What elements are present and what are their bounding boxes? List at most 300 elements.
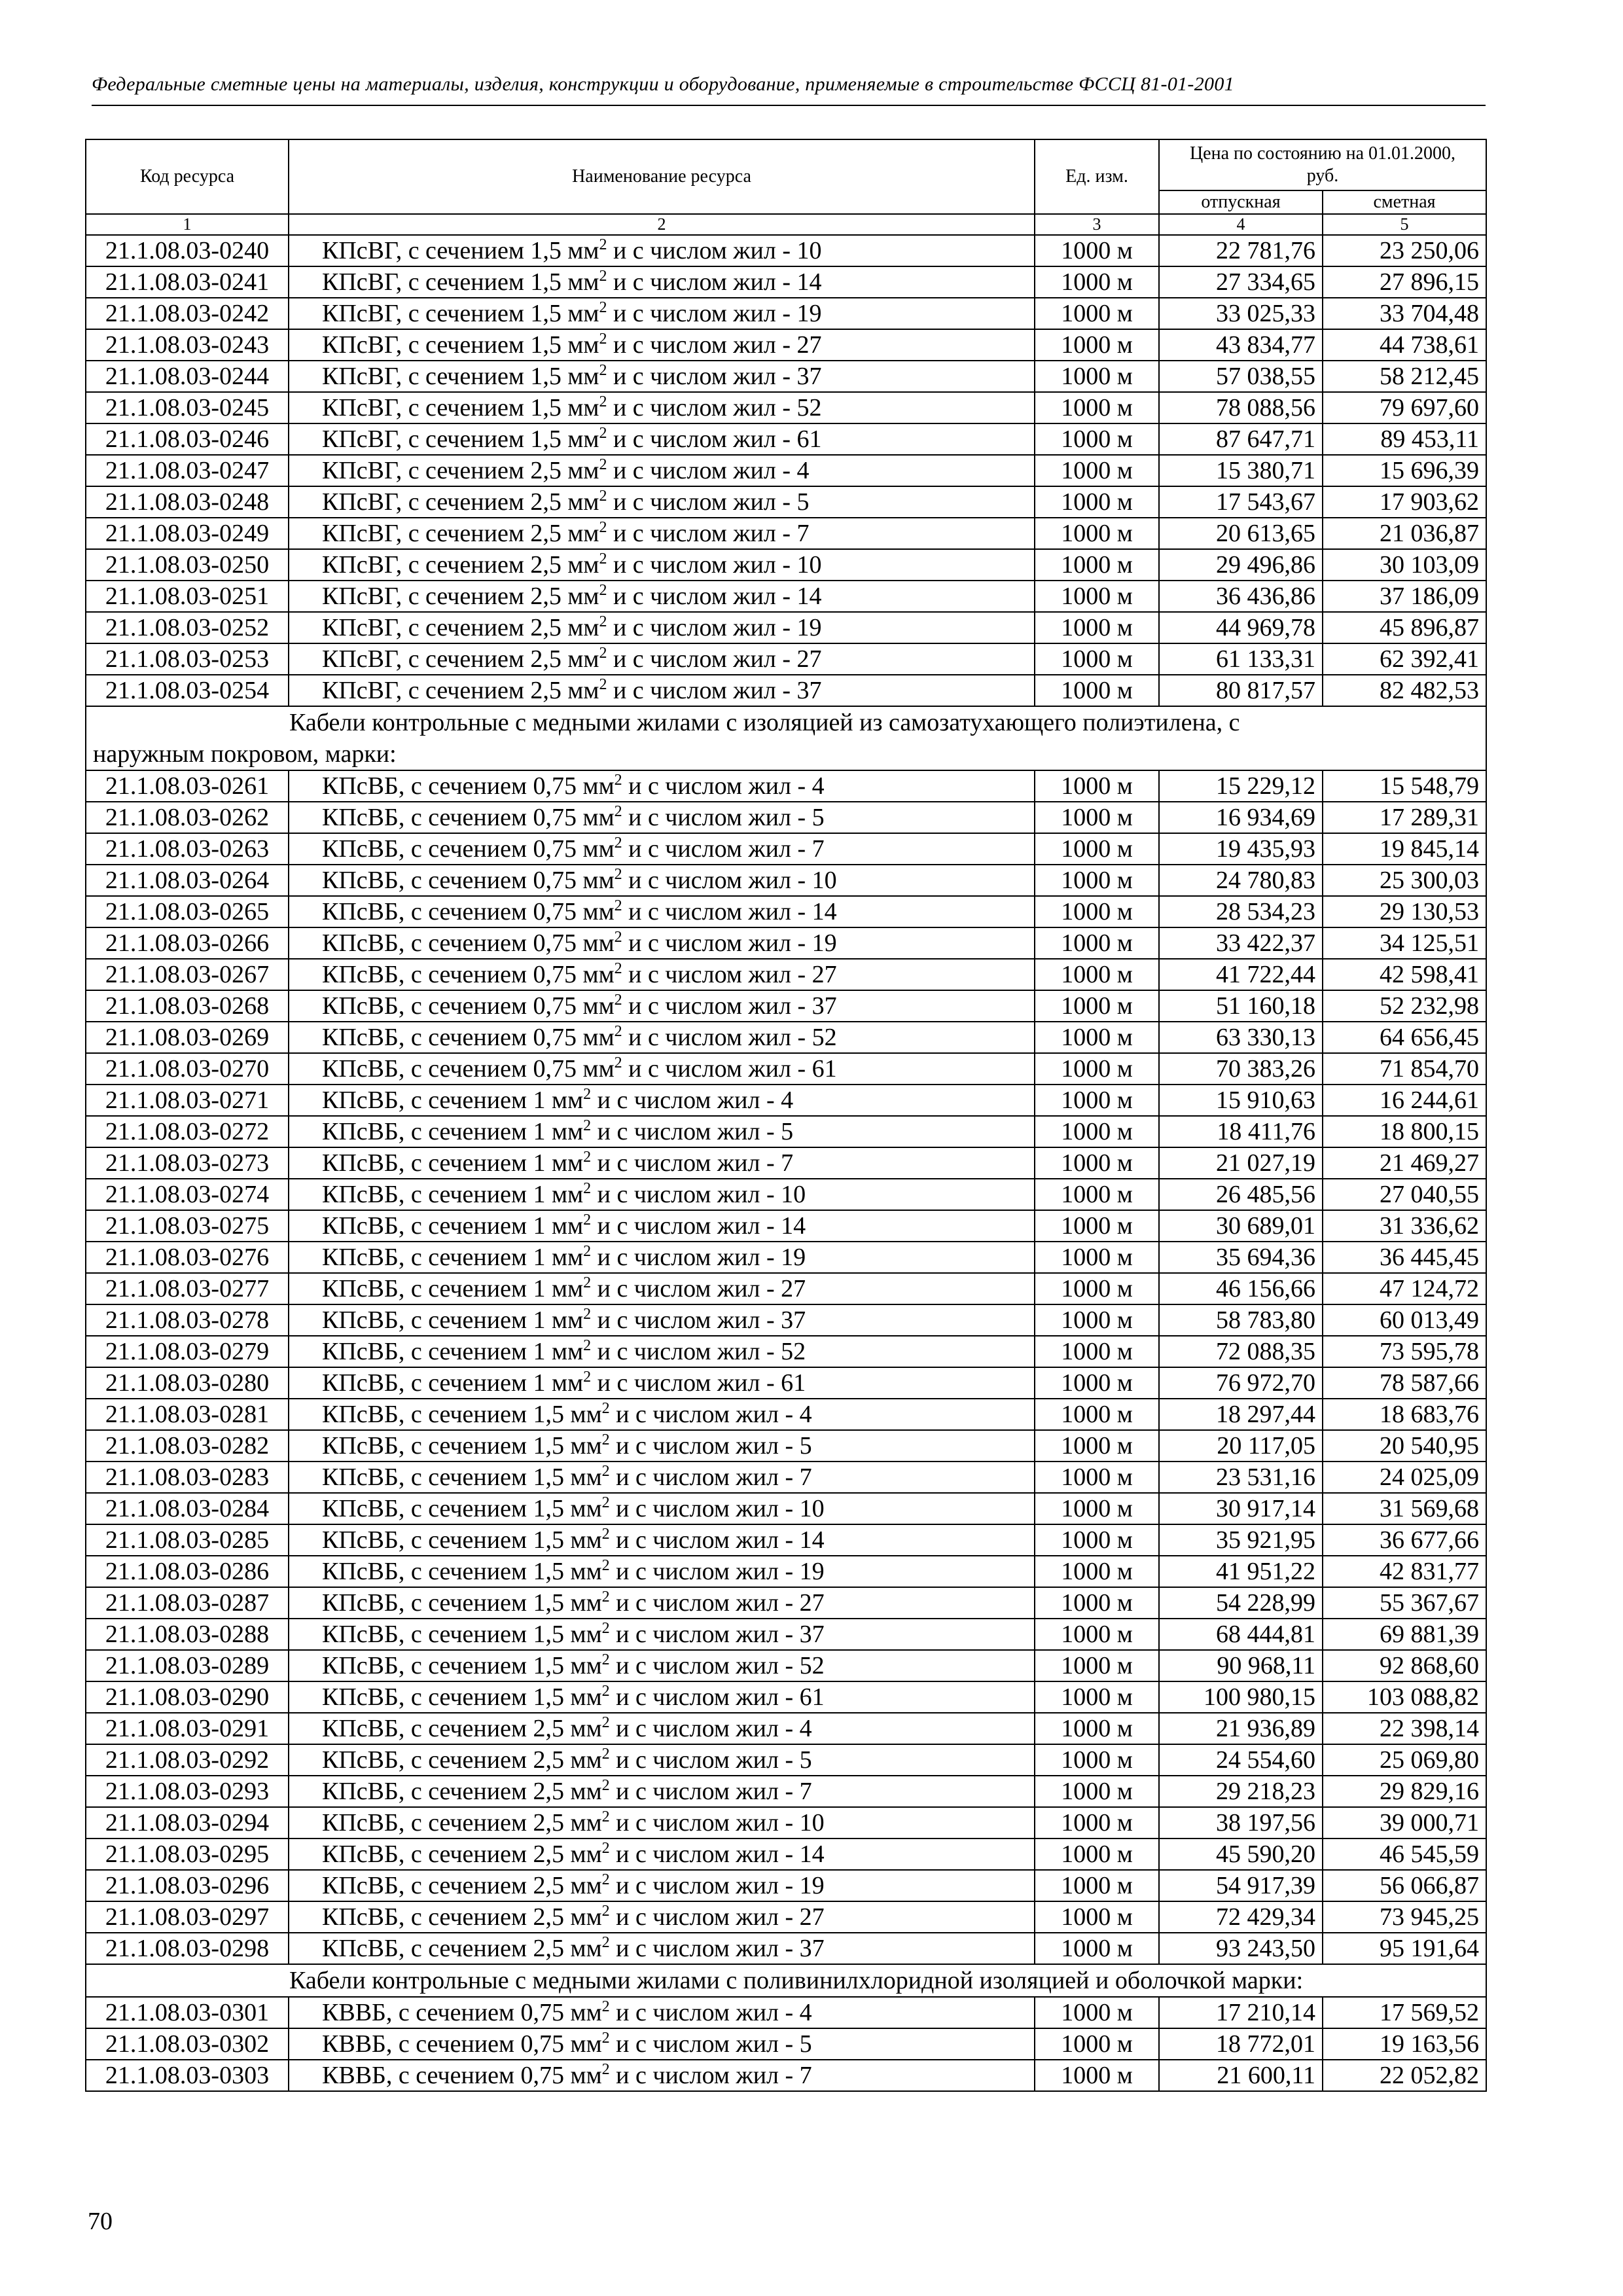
table-head — [86, 139, 1486, 235]
resource-code: 21.1.08.03-0292 — [86, 1744, 289, 1776]
cable-brand: КВВБ — [322, 1999, 386, 2026]
table-row — [86, 423, 1486, 455]
unit: 1000 м — [1035, 1807, 1159, 1839]
resource-name — [289, 486, 1035, 518]
resource-code: 21.1.08.03-0241 — [86, 266, 289, 298]
price-release: 22 781,76 — [1159, 235, 1323, 266]
name-text: , с сечением — [385, 2030, 521, 2058]
price-estimate: 27 040,55 — [1323, 1179, 1486, 1210]
table-row — [86, 896, 1486, 927]
name-text: и с числом жил - — [591, 1244, 781, 1271]
unit-superscript: 2 — [601, 1777, 610, 1794]
resource-name — [289, 549, 1035, 581]
cross-section: 0,75 — [533, 1024, 577, 1051]
price-estimate: 64 656,45 — [1323, 1022, 1486, 1053]
price-estimate: 71 854,70 — [1323, 1053, 1486, 1085]
price-estimate: 29 130,53 — [1323, 896, 1486, 927]
core-count: 10 — [799, 1495, 825, 1522]
name-text: и с числом жил - — [591, 1086, 781, 1114]
cable-brand: КПсВБ — [322, 1746, 399, 1774]
col-number-row — [86, 214, 1486, 235]
resource-code: 21.1.08.03-0252 — [86, 612, 289, 643]
unit: 1000 м — [1035, 770, 1159, 802]
table-row — [86, 1336, 1486, 1367]
name-text: мм — [564, 1558, 602, 1585]
name-text: и с числом жил - — [609, 1589, 800, 1617]
name-text: , с сечением — [398, 1055, 533, 1083]
name-text: мм — [545, 1118, 584, 1145]
cross-section: 0,75 — [520, 2030, 565, 2058]
cable-brand: КПсВБ — [322, 1935, 399, 1962]
unit-superscript: 2 — [583, 1180, 592, 1197]
name-text: , с сечением — [398, 1715, 533, 1742]
unit-superscript: 2 — [599, 488, 607, 505]
price-release: 44 969,78 — [1159, 612, 1323, 643]
price-estimate: 18 683,76 — [1323, 1399, 1486, 1430]
cross-section: 1 — [533, 1149, 546, 1177]
unit: 1000 м — [1035, 896, 1159, 927]
cable-brand: КПсВБ — [322, 929, 399, 957]
table-row — [86, 770, 1486, 802]
price-estimate: 62 392,41 — [1323, 643, 1486, 675]
cable-brand: КПсВБ — [322, 1055, 399, 1083]
resource-code: 21.1.08.03-0282 — [86, 1430, 289, 1462]
table-row — [86, 1085, 1486, 1116]
name-text: мм — [564, 1495, 602, 1522]
cross-section: 2,5 — [533, 1778, 565, 1805]
price-estimate: 31 336,62 — [1323, 1210, 1486, 1242]
core-count: 61 — [796, 425, 822, 453]
unit-superscript: 2 — [601, 2030, 610, 2047]
cross-section: 0,75 — [520, 2062, 565, 2089]
table-row — [86, 1179, 1486, 1210]
name-text: мм — [545, 1212, 584, 1240]
name-text: , с сечением — [395, 363, 531, 390]
unit: 1000 м — [1035, 581, 1159, 612]
name-text: , с сечением — [395, 394, 531, 422]
cross-section: 0,75 — [533, 772, 577, 800]
resource-code: 21.1.08.03-0250 — [86, 549, 289, 581]
name-text: и с числом жил - — [607, 551, 797, 579]
resource-name — [289, 1681, 1035, 1713]
cable-brand: КПсВГ — [322, 425, 396, 453]
cross-section: 2,5 — [533, 1715, 565, 1742]
table-row — [86, 1839, 1486, 1870]
unit-superscript: 2 — [599, 550, 607, 567]
resource-code: 21.1.08.03-0283 — [86, 1462, 289, 1493]
resource-name — [289, 392, 1035, 423]
unit: 1000 м — [1035, 1524, 1159, 1556]
resource-name — [289, 423, 1035, 455]
price-release: 29 496,86 — [1159, 549, 1323, 581]
core-count: 7 — [796, 520, 810, 547]
cross-section: 1,5 — [533, 1401, 565, 1428]
table-row — [86, 2028, 1486, 2060]
table-row — [86, 1524, 1486, 1556]
name-text: мм — [564, 1589, 602, 1617]
unit: 1000 м — [1035, 1462, 1159, 1493]
cross-section: 1,5 — [533, 1683, 565, 1711]
cable-brand: КПсВБ — [322, 1652, 399, 1679]
name-text: мм — [561, 425, 599, 453]
unit-superscript: 2 — [583, 1117, 592, 1134]
resource-name — [289, 1807, 1035, 1839]
core-count: 4 — [799, 1715, 812, 1742]
table-row — [86, 802, 1486, 833]
price-release: 35 694,36 — [1159, 1242, 1323, 1273]
price-release: 54 228,99 — [1159, 1587, 1323, 1619]
resource-code: 21.1.08.03-0268 — [86, 990, 289, 1022]
table-row — [86, 1870, 1486, 1901]
price-estimate: 25 300,03 — [1323, 865, 1486, 896]
cross-section: 0,75 — [533, 804, 577, 831]
name-text: и с числом жил - — [609, 1463, 800, 1491]
resource-name — [289, 1744, 1035, 1776]
cable-brand: КПсВГ — [322, 520, 396, 547]
unit-superscript: 2 — [599, 393, 607, 410]
core-count: 14 — [781, 1212, 806, 1240]
price-estimate: 15 696,39 — [1323, 455, 1486, 486]
resource-name — [289, 959, 1035, 990]
unit: 1000 м — [1035, 833, 1159, 865]
unit-superscript: 2 — [583, 1149, 592, 1166]
cable-brand: КПсВГ — [322, 300, 396, 327]
name-text: и с числом жил - — [607, 268, 797, 296]
cable-brand: КПсВБ — [322, 1872, 399, 1899]
table-row — [86, 1430, 1486, 1462]
resource-code: 21.1.08.03-0245 — [86, 392, 289, 423]
name-text: , с сечением — [398, 1558, 533, 1585]
unit: 1000 м — [1035, 1147, 1159, 1179]
name-text: , с сечением — [395, 645, 531, 673]
price-release: 28 534,23 — [1159, 896, 1323, 927]
price-estimate: 30 103,09 — [1323, 549, 1486, 581]
name-text: мм — [545, 1338, 584, 1365]
unit: 1000 м — [1035, 927, 1159, 959]
resource-code: 21.1.08.03-0265 — [86, 896, 289, 927]
resource-code: 21.1.08.03-0275 — [86, 1210, 289, 1242]
resource-code: 21.1.08.03-0251 — [86, 581, 289, 612]
unit-superscript: 2 — [614, 803, 622, 820]
name-text: мм — [561, 520, 599, 547]
section-title-line: Кабели контрольные с медными жилами с изоляцией из самозатухающего полиэтилена, с — [289, 709, 1240, 736]
price-estimate: 103 088,82 — [1323, 1681, 1486, 1713]
price-release: 41 722,44 — [1159, 959, 1323, 990]
cross-section: 1 — [533, 1212, 546, 1240]
cable-brand: КПсВГ — [322, 551, 396, 579]
unit-superscript: 2 — [583, 1086, 592, 1103]
resource-code: 21.1.08.03-0297 — [86, 1901, 289, 1933]
resource-name — [289, 1336, 1035, 1367]
cross-section: 2,5 — [530, 677, 562, 704]
cable-brand: КПсВБ — [322, 1275, 399, 1302]
unit-superscript: 2 — [614, 772, 622, 789]
price-release: 78 088,56 — [1159, 392, 1323, 423]
cable-brand: КПсВБ — [322, 1526, 399, 1554]
unit-superscript: 2 — [601, 1903, 610, 1920]
core-count: 27 — [812, 961, 837, 988]
cross-section: 1,5 — [530, 300, 562, 327]
resource-name — [289, 1556, 1035, 1587]
unit-superscript: 2 — [583, 1369, 592, 1386]
price-estimate: 29 829,16 — [1323, 1776, 1486, 1807]
price-estimate: 27 896,15 — [1323, 266, 1486, 298]
name-text: и с числом жил - — [622, 992, 812, 1020]
unit-superscript: 2 — [601, 1588, 610, 1605]
unit-superscript: 2 — [614, 834, 622, 852]
resource-name — [289, 1430, 1035, 1462]
name-text: и с числом жил - — [607, 394, 797, 422]
name-text: , с сечением — [398, 1621, 533, 1648]
name-text: и с числом жил - — [607, 520, 797, 547]
resource-name — [289, 1147, 1035, 1179]
name-text: мм — [545, 1306, 584, 1334]
cable-brand: КПсВГ — [322, 488, 396, 516]
unit: 1000 м — [1035, 361, 1159, 392]
name-text: , с сечением — [398, 772, 533, 800]
price-release: 18 297,44 — [1159, 1399, 1323, 1430]
table-row — [86, 1022, 1486, 1053]
table-row — [86, 959, 1486, 990]
cross-section: 0,75 — [520, 1999, 565, 2026]
unit: 1000 м — [1035, 1776, 1159, 1807]
resource-name — [289, 1997, 1035, 2028]
name-text: мм — [564, 1778, 602, 1805]
price-release: 36 436,86 — [1159, 581, 1323, 612]
price-release: 63 330,13 — [1159, 1022, 1323, 1053]
unit: 1000 м — [1035, 1022, 1159, 1053]
table-row — [86, 1650, 1486, 1681]
cross-section: 0,75 — [533, 898, 577, 925]
unit: 1000 м — [1035, 1053, 1159, 1085]
core-count: 37 — [796, 677, 822, 704]
unit: 1000 м — [1035, 1210, 1159, 1242]
resource-code: 21.1.08.03-0269 — [86, 1022, 289, 1053]
name-text: и с числом жил - — [609, 1621, 800, 1648]
core-count: 52 — [796, 394, 822, 422]
table-row — [86, 1619, 1486, 1650]
core-count: 61 — [812, 1055, 837, 1083]
cross-section: 1,5 — [530, 425, 562, 453]
name-text: и с числом жил - — [591, 1306, 781, 1334]
name-text: мм — [561, 488, 599, 516]
resource-code: 21.1.08.03-0266 — [86, 927, 289, 959]
price-release: 93 243,50 — [1159, 1933, 1323, 1964]
core-count: 14 — [796, 583, 822, 610]
section-row — [86, 1964, 1486, 1997]
name-text: мм — [545, 1086, 584, 1114]
resource-name — [289, 1210, 1035, 1242]
unit-superscript: 2 — [599, 362, 607, 379]
cable-brand: КПсВГ — [322, 677, 396, 704]
resource-code: 21.1.08.03-0247 — [86, 455, 289, 486]
cable-brand: КПсВБ — [322, 961, 399, 988]
name-text: мм — [545, 1275, 584, 1302]
resource-name — [289, 2028, 1035, 2060]
core-count: 27 — [781, 1275, 806, 1302]
page-number: 70 — [88, 2208, 113, 2235]
name-text: , с сечением — [398, 1401, 533, 1428]
core-count: 52 — [781, 1338, 806, 1365]
price-release: 100 980,15 — [1159, 1681, 1323, 1713]
price-estimate: 39 000,71 — [1323, 1807, 1486, 1839]
name-text: , с сечением — [398, 1181, 533, 1208]
unit: 1000 м — [1035, 2028, 1159, 2060]
unit: 1000 м — [1035, 1901, 1159, 1933]
unit: 1000 м — [1035, 1336, 1159, 1367]
price-release: 43 834,77 — [1159, 329, 1323, 361]
col-header-estimate: сметная — [1323, 190, 1486, 214]
price-estimate: 42 598,41 — [1323, 959, 1486, 990]
cable-brand: КПсВГ — [322, 363, 396, 390]
resource-code: 21.1.08.03-0273 — [86, 1147, 289, 1179]
unit-superscript: 2 — [601, 1463, 610, 1480]
cross-section: 2,5 — [530, 583, 562, 610]
name-text: мм — [564, 1683, 602, 1711]
name-text: и с числом жил - — [609, 1809, 800, 1837]
table-row — [86, 518, 1486, 549]
unit: 1000 м — [1035, 1556, 1159, 1587]
resource-code: 21.1.08.03-0243 — [86, 329, 289, 361]
cross-section: 1,5 — [530, 394, 562, 422]
table-row — [86, 1053, 1486, 1085]
core-count: 7 — [799, 2062, 812, 2089]
name-text: и с числом жил - — [622, 772, 812, 800]
name-text: мм — [577, 898, 615, 925]
name-text: мм — [561, 583, 599, 610]
running-header: Федеральные сметные цены на материалы, изделия, конструкции и оборудование, применяемые в строительстве ФССЦ 81-01-2001 — [92, 73, 1234, 95]
cross-section: 0,75 — [533, 929, 577, 957]
core-count: 14 — [796, 268, 822, 296]
cross-section: 1 — [533, 1118, 546, 1145]
name-text: мм — [564, 1840, 602, 1868]
name-text: мм — [577, 804, 615, 831]
price-release: 61 133,31 — [1159, 643, 1323, 675]
name-text: и с числом жил - — [607, 425, 797, 453]
unit: 1000 м — [1035, 802, 1159, 833]
name-text: и с числом жил - — [622, 804, 812, 831]
cross-section: 2,5 — [530, 520, 562, 547]
name-text: и с числом жил - — [607, 677, 797, 704]
resource-code: 21.1.08.03-0248 — [86, 486, 289, 518]
resource-code: 21.1.08.03-0302 — [86, 2028, 289, 2060]
name-text: и с числом жил - — [609, 1935, 800, 1962]
unit-superscript: 2 — [599, 268, 607, 285]
cable-brand: КПсВБ — [322, 1118, 399, 1145]
price-estimate: 36 677,66 — [1323, 1524, 1486, 1556]
cross-section: 1,5 — [533, 1589, 565, 1617]
name-text: , с сечением — [398, 1118, 533, 1145]
resource-code: 21.1.08.03-0290 — [86, 1681, 289, 1713]
price-estimate: 58 212,45 — [1323, 361, 1486, 392]
price-release: 16 934,69 — [1159, 802, 1323, 833]
resource-code: 21.1.08.03-0240 — [86, 235, 289, 266]
cross-section: 2,5 — [533, 1935, 565, 1962]
unit-superscript: 2 — [601, 2061, 610, 2078]
name-text: мм — [561, 551, 599, 579]
cable-brand: КПсВГ — [322, 583, 396, 610]
core-count: 5 — [781, 1118, 794, 1145]
price-release: 72 088,35 — [1159, 1336, 1323, 1367]
name-text: мм — [564, 1463, 602, 1491]
name-text: и с числом жил - — [609, 1872, 800, 1899]
resource-name — [289, 1273, 1035, 1304]
name-text: , с сечением — [398, 867, 533, 894]
core-count: 7 — [812, 835, 825, 863]
table-row — [86, 1587, 1486, 1619]
unit-superscript: 2 — [614, 929, 622, 946]
cable-brand: КПсВГ — [322, 394, 396, 422]
price-release: 41 951,22 — [1159, 1556, 1323, 1587]
resource-name — [289, 1776, 1035, 1807]
name-text: , с сечением — [398, 1463, 533, 1491]
name-text: , с сечением — [398, 961, 533, 988]
price-release: 38 197,56 — [1159, 1807, 1323, 1839]
name-text: , с сечением — [395, 677, 531, 704]
name-text: , с сечением — [398, 1778, 533, 1805]
table-row — [86, 643, 1486, 675]
core-count: 52 — [799, 1652, 825, 1679]
price-estimate: 92 868,60 — [1323, 1650, 1486, 1681]
price-estimate: 19 845,14 — [1323, 833, 1486, 865]
price-estimate: 37 186,09 — [1323, 581, 1486, 612]
core-count: 19 — [796, 614, 822, 641]
table-row — [86, 1242, 1486, 1273]
resource-name — [289, 802, 1035, 833]
resource-code: 21.1.08.03-0284 — [86, 1493, 289, 1524]
table-row — [86, 1681, 1486, 1713]
name-text: и с числом жил - — [609, 1840, 800, 1868]
price-release: 15 910,63 — [1159, 1085, 1323, 1116]
name-text: , с сечением — [398, 1683, 533, 1711]
price-estimate: 69 881,39 — [1323, 1619, 1486, 1650]
name-text: и с числом жил - — [609, 2030, 800, 2058]
cable-brand: КВВБ — [322, 2030, 386, 2058]
core-count: 37 — [812, 992, 837, 1020]
cross-section: 1,5 — [533, 1558, 565, 1585]
price-release: 17 210,14 — [1159, 1997, 1323, 2028]
resource-name — [289, 266, 1035, 298]
cable-brand: КПсВБ — [322, 1558, 399, 1585]
cross-section: 1 — [533, 1244, 546, 1271]
resource-code: 21.1.08.03-0261 — [86, 770, 289, 802]
cable-brand: КПсВБ — [322, 992, 399, 1020]
price-release: 57 038,55 — [1159, 361, 1323, 392]
name-text: и с числом жил - — [609, 1401, 800, 1428]
name-text: мм — [564, 1935, 602, 1962]
cross-section: 1,5 — [533, 1463, 565, 1491]
col-number: 5 — [1323, 214, 1486, 235]
name-text: мм — [577, 1055, 615, 1083]
price-release: 30 917,14 — [1159, 1493, 1323, 1524]
name-text: и с числом жил - — [591, 1118, 781, 1145]
unit: 1000 м — [1035, 1179, 1159, 1210]
cable-brand: КПсВБ — [322, 1683, 399, 1711]
name-text: и с числом жил - — [609, 1495, 800, 1522]
table-row — [86, 486, 1486, 518]
name-text: , с сечением — [398, 929, 533, 957]
price-estimate: 23 250,06 — [1323, 235, 1486, 266]
price-estimate: 17 903,62 — [1323, 486, 1486, 518]
price-release: 87 647,71 — [1159, 423, 1323, 455]
cable-brand: КПсВБ — [322, 1621, 399, 1648]
unit: 1000 м — [1035, 1367, 1159, 1399]
name-text: мм — [577, 772, 615, 800]
cable-brand: КПсВБ — [322, 1338, 399, 1365]
cross-section: 1,5 — [530, 268, 562, 296]
name-text: мм — [545, 1149, 584, 1177]
core-count: 5 — [812, 804, 825, 831]
